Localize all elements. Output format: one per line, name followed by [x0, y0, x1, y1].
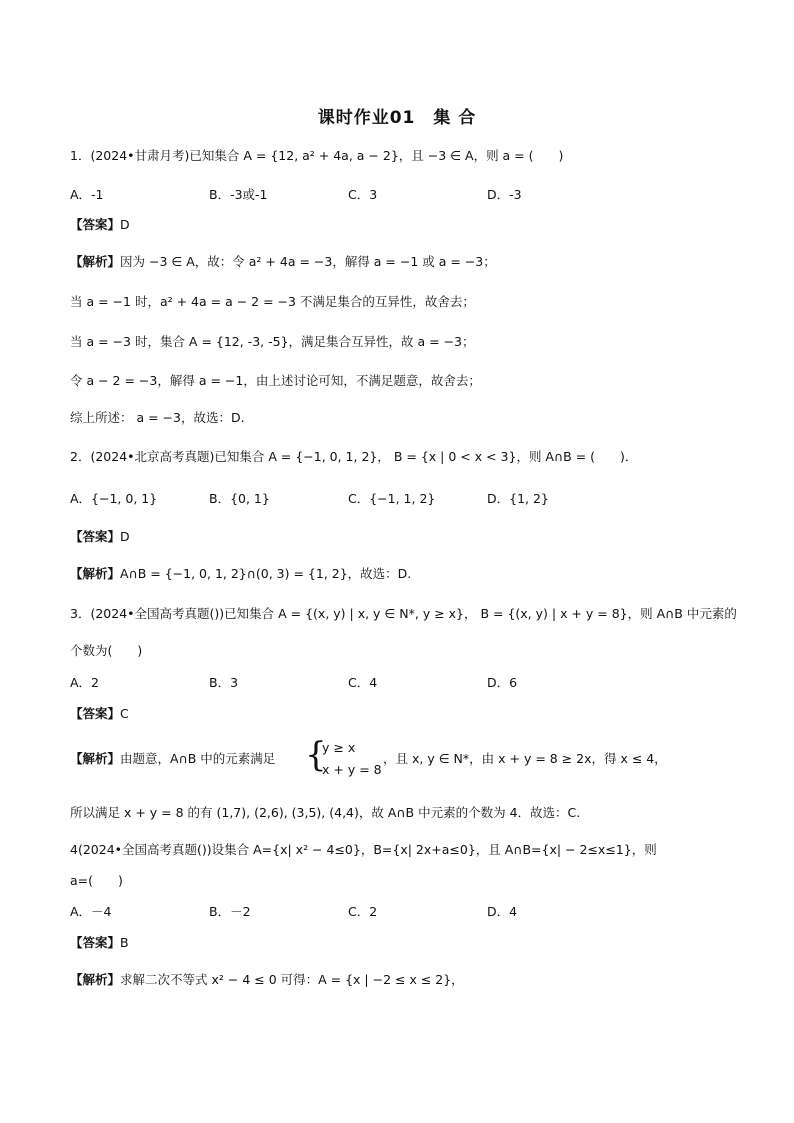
- q1-answer: [70, 216, 130, 234]
- question-1-stem: 1．(2024•甘肃月考)已知集合 A = {12, a² + 4a, a − 2}，且 −3 ∈ A，则 a = ( ): [70, 148, 564, 163]
- q4-option-b: B．－2: [209, 904, 251, 919]
- q1-analysis-2: 当 a = −1 时，a² + 4a = a − 2 = −3 不满足集合的互异性，故舍去；: [70, 294, 475, 309]
- question-4-stem-1: 4(2024•全国高考真题())设集合 A={x| x² − 4≤0}，B={x| 2x+a≤0}，且 A∩B={x| − 2≤x≤1}，则: [70, 842, 657, 857]
- system-brace: {: [305, 735, 327, 775]
- analysis-tag: 【解析】: [70, 972, 121, 987]
- q1-analysis-1: [70, 253, 496, 271]
- q1-option-d: D．-3: [487, 187, 522, 202]
- system-equation-bottom: x + y = 8: [322, 762, 382, 777]
- answer-value: C: [120, 706, 129, 721]
- q1-option-c: C．3: [348, 187, 378, 202]
- q1-option-a: A．-1: [70, 187, 104, 202]
- q1-analysis-3: 当 a = −3 时，集合 A = {12, -3, -5}，满足集合互异性，故 a = −3；: [70, 334, 475, 349]
- q3-answer: [70, 705, 129, 723]
- answer-value: D: [120, 529, 130, 544]
- question-3-stem-1: 3．(2024•全国高考真题())已知集合 A = {(x, y) | x, y ∈ N*, y ≥ x}， B = {(x, y) | x + y = 8}，则 A∩B 中元素的: [70, 606, 737, 621]
- analysis-text: 求解二次不等式 x² − 4 ≤ 0 可得：A = {x | −2 ≤ x ≤ 2}，: [120, 972, 464, 987]
- q3-option-c: C．4: [348, 675, 378, 690]
- question-2-stem: 2．(2024•北京高考真题)已知集合 A = {−1, 0, 1, 2}， B = {x | 0 < x < 3}，则 A∩B = ( )．: [70, 449, 638, 464]
- q4-option-a: A．－4: [70, 904, 112, 919]
- answer-tag: 【答案】: [70, 706, 121, 721]
- q2-option-a: A．{−1, 0, 1}: [70, 491, 158, 506]
- analysis-tag: 【解析】: [70, 751, 121, 766]
- answer-value: B: [120, 935, 129, 950]
- q3-option-a: A．2: [70, 675, 100, 690]
- q2-answer: [70, 528, 130, 546]
- page-title: 课时作业01 集 合: [317, 108, 477, 128]
- answer-tag: 【答案】: [70, 217, 121, 232]
- q2-option-c: C．{−1, 1, 2}: [348, 491, 436, 506]
- q1-analysis-5: 综上所述： a = −3，故选：D.: [70, 410, 245, 425]
- analysis-tag: 【解析】: [70, 566, 121, 581]
- q4-answer: [70, 934, 129, 952]
- answer-tag: 【答案】: [70, 935, 121, 950]
- q4-analysis: [70, 971, 464, 989]
- system-equation-top: y ≥ x: [322, 740, 356, 755]
- q3-analysis-2: 所以满足 x + y = 8 的有 (1,7), (2,6), (3,5), (4,4)，故 A∩B 中元素的个数为 4．故选：C.: [70, 805, 581, 820]
- q1-option-b: B．-3或-1: [209, 187, 268, 202]
- answer-tag: 【答案】: [70, 529, 121, 544]
- question-3-stem-2: 个数为( ): [70, 643, 143, 658]
- q4-option-c: C．2: [348, 904, 378, 919]
- analysis-text: 由题意，A∩B 中的元素满足: [120, 751, 276, 766]
- question-4-stem-2: a=( ): [70, 873, 123, 888]
- q3-option-b: B．3: [209, 675, 239, 690]
- q2-option-d: D．{1, 2}: [487, 491, 549, 506]
- q2-analysis: [70, 565, 411, 583]
- analysis-tag: 【解析】: [70, 254, 121, 269]
- analysis-text: 因为 −3 ∈ A，故：令 a² + 4a = −3，解得 a = −1 或 a = −3；: [120, 254, 496, 269]
- q1-analysis-4: 令 a − 2 = −3，解得 a = −1，由上述讨论可知，不满足题意，故舍去；: [70, 373, 481, 388]
- answer-value: D: [120, 217, 130, 232]
- q3-option-d: D．6: [487, 675, 518, 690]
- q3-analysis-lead: [70, 750, 275, 768]
- analysis-text: A∩B = {−1, 0, 1, 2}∩(0, 3) = {1, 2}，故选：D.: [120, 566, 412, 581]
- q3-analysis-tail: ，且 x, y ∈ N*，由 x + y = 8 ≥ 2x，得 x ≤ 4，: [383, 751, 667, 766]
- q2-option-b: B．{0, 1}: [209, 491, 270, 506]
- q4-option-d: D．4: [487, 904, 518, 919]
